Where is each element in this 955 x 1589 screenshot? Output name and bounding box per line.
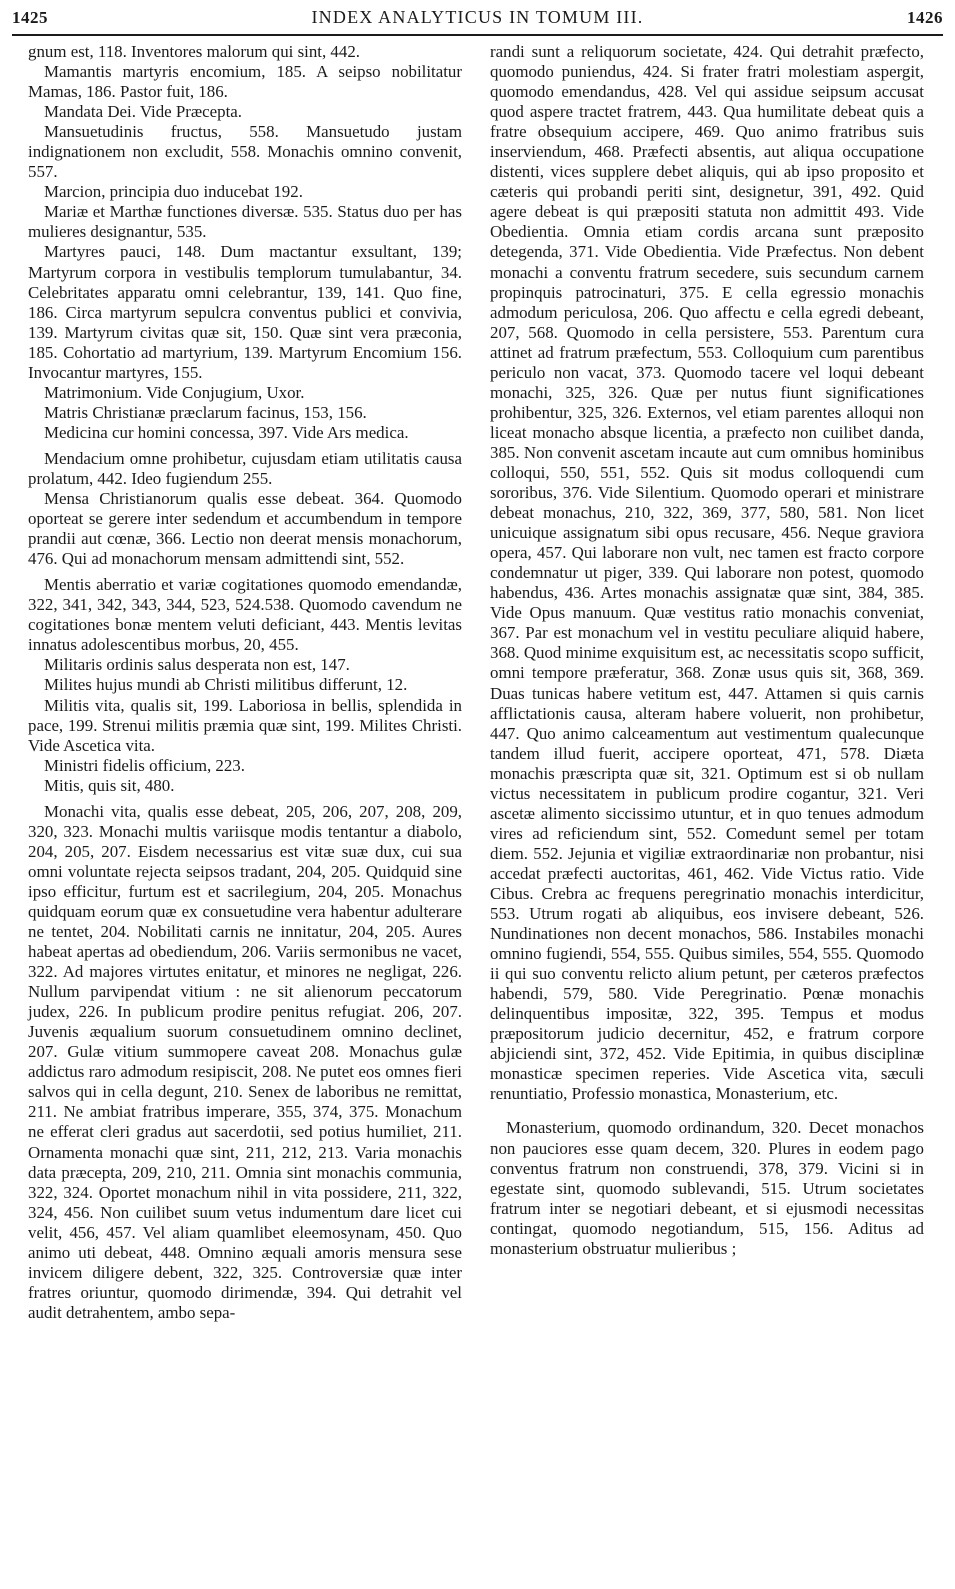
left-column bbox=[28, 42, 462, 1323]
right-column bbox=[490, 42, 924, 1259]
index-entry: Matrimonium. Vide Conjugium, Uxor. bbox=[44, 382, 305, 402]
running-title: INDEX ANALYTICUS IN TOMUM III. bbox=[311, 7, 644, 27]
index-entry: Mendacium omne prohibetur, cujusdam etiam utilitatis causa prolatum, 442. Ideo fugiendum 255. bbox=[28, 448, 462, 488]
index-entry: Mandata Dei. Vide Præcepta. bbox=[44, 102, 243, 122]
index-entry: Mensa Christianorum qualis esse debeat. 364. Quomodo oporteat se gerere inter sedendum et accumbendum in tempore prandii aut cœnæ, 366. Lectio non deerat mensis monachorum, 476. Qui ad monachorum mensam admittendi sint, 552. bbox=[28, 489, 462, 569]
index-entry: Mariæ et Marthæ functiones diversæ. 535. Status duo per has mulieres designantur, 535. bbox=[28, 202, 462, 242]
page-number-right: 1426 bbox=[906, 8, 943, 27]
index-entry: gnum est, 118. Inventores malorum qui sint, 442. bbox=[28, 42, 360, 61]
index-entry: Marcion, principia duo inducebat 192. bbox=[44, 182, 303, 202]
index-entry: Mitis, quis sit, 480. bbox=[44, 775, 175, 795]
index-entry: Mentis aberratio et variæ cogitationes quomodo emendandæ, 322, 341, 342, 343, 344, 523, 524.538. Quomodo cavendum ne cogitationes bonæ mentem veluti deficiant, 443. Mentis levitas innatus adolescentibus morbus, 20, 455. bbox=[28, 575, 462, 655]
page-number-left: 1425 bbox=[12, 8, 48, 27]
index-entry: Mamantis martyris encomium, 185. A seipso nobilitatur Mamas, 186. Pastor fuit, 186. bbox=[28, 62, 462, 102]
index-entry: Matris Christianæ præclarum facinus, 153, 156. bbox=[44, 402, 367, 422]
index-entry: Milites hujus mundi ab Christi militibus differunt, 12. bbox=[44, 675, 408, 695]
index-entry: Medicina cur homini concessa, 397. Vide Ars medica. bbox=[44, 422, 409, 442]
page-header bbox=[12, 2, 943, 36]
index-entry: Monasterium, quomodo ordinandum, 320. Decet monachos non pauciores esse quam decem, 320. Plures in eodem pago conventus fratrum non construendi, 378, 379. Vicini si in egestate sint, quomodo sublevandi, 515. Utrum societates fratrum inter se negotiari debeant, et si ejusmodi necessitas contingat, quomodo negotiandum, 515, 156. Aditus ad monasterium obstruatur mulieribus ; bbox=[490, 1118, 924, 1258]
index-entry: Mansuetudinis fructus, 558. Mansuetudo justam indignationem non excludit, 558. Monachis omnino convenit, 557. bbox=[28, 122, 462, 182]
index-entry: Militaris ordinis salus desperata non est, 147. bbox=[44, 655, 350, 675]
index-entry: Militis vita, qualis sit, 199. Laboriosa in bellis, splendida in pace, 199. Strenui militis præmia quæ sint, 199. Milites Christi. Vide Ascetica vita. bbox=[28, 695, 462, 755]
index-entry: Ministri fidelis officium, 223. bbox=[44, 755, 245, 775]
index-entry: Martyres pauci, 148. Dum mactantur exsultant, 139; Martyrum corpora in vestibulis templorum tumulabantur, 34. Celebritates apparatu omni celebrantur, 139, 141. Quo fine, 186. Circa martyrum sepulcra conventus publici et convivia, 139. Martyrum civitas quæ sit, 150. Quæ sint vera præconia, 185. Cohortatio ad martyrium, 139. Martyrum Encomium 156. Invocantur martyres, 155. bbox=[28, 242, 462, 382]
index-entry: Monachi vita, qualis esse debeat, 205, 206, 207, 208, 209, 320, 323. Monachi multis variisque modis tentantur a diabolo, 204, 205, 207. Eisdem necessarius est vitæ suæ dux, cui sua omni voluntate rejecta seipsos tradant, 204, 205. Quidquid sine ipso efficitur, furtum est et sacrilegium, 204, 205. Monachus quidquam eorum quæ ex consuetudine vera habentur adulterare ne tentet, 204. Nobilitati carnis ne innitatur, 204, 205. Aures habeat apertas ad obediendum, 206. Variis sermonibus ne vacet, 322. Ad majores virtutes enitatur, et minores ne negligat, 226. Nullum parvipendat vitium : ne sit alienorum peccatorum judex, 226. In publicum prodire penitus refugiat. 206, 207. Juvenis æqualium suorum consuetudinem omnino declinet, 207. Gulæ vitium summopere caveat 208. Monachus gulæ addictus raro admodum resipiscit, 208. Ne putet eos omnes fieri salvos qui in cella degunt, 210. Senex de laboribus ne remittat, 211. Ne ambiat fratribus imperare, 355, 374, 375. Monachum ne efferat cleri gradus aut sacerdotii, sed potius humiliet, 211. Ornamenta monachi quæ sint, 211, 212, 213. Varia monachis data præcepta, 209, 210, 211. Omnia sint monachis communia, 322, 324. Oportet monachum nihil in vita possidere, 211, 322, 324, 456. Non cuilibet suum vetus indumentum dare licet cui velit, 456, 457. Vel aliam quamlibet eleemosynam, 450. Quo animo uti debeat, 448. Omnino æquali amoris mensura sese invicem diligere debent, 322, 325. Controversiæ quæ inter fratres oriuntur, quomodo dirimendæ, 394. Qui detrahit vel audit detrahentem, ambo sepa- bbox=[28, 801, 462, 1322]
index-entry: randi sunt a reliquorum societate, 424. Qui detrahit præfecto, quomodo puniendus, 424. Si frater fratri molestiam aspergit, quomodo emendandus, 428. Vel qui assidue seipsum accusat quod aspere tractet fratrem, 443. Qua humilitate debeat quis a fratre obsequium accipere, 469. Quo animo fratribus suis inserviendum, 468. Præfecti absentis, aut aliqua occupatione distenti, vices supplere debet aliquis, qui ab ipso proposito et cæteris qui probandi periti sint, designetur, 391, 492. Quid agere debeat is qui præpositi statuta non admittit 493. Vide Obedientia. Omnia etiam cordis arcana sunt præposito detegenda, 371. Vide Obedientia. Vide Præfectus. Non debent monachi a conventu fratrum secedere, suis secundum carnem propinquis patrocinaturi, 375. E cella egressio monachis admodum periculosa, 206. Quo affectu e cella egredi debeant, 207, 568. Quomodo in cella persistere, 553. Parentum cura attinet ad fratrum præfectum, 553. Colloquium cum parentibus periculo non vacat, 373. Quomodo tacere vel loqui debeant monachi, 325, 326. Quæ per nutus fiunt significationes prohibentur, 325, 326. Externos, vel etiam parentes alloqui non liceat monacho absque licentia, a præfecto non cuilibet danda, 385. Non convenit ascetam incaute aut cum omnibus hominibus colloqui, 550, 551, 552. Quis sit modus colloquendi cum sororibus, 376. Vide Silentium. Quomodo operari et ministrare debeat monachus, 210, 322, 369, 377, 580, 581. Non licet unicuique assignatum sibi opus recusare, 456. Neque graviora opera, 457. Qui laborare non vult, nec tamen est fracto corpore condemnatur ut piger, 339. Qui laborare non potest, quomodo habendus, 436. Artes monachis assignatæ quæ sint, 384, 385. Vide Opus manuum. Quæ vestitus ratio monachis conveniat, 367. Par est monachum vel in vestitu peculiare aliquid habere, 368. Quod minime exquisitum est, ac necessitatis scopo sufficit, omni tempore præferatur, 368. Zonæ usus quis sit, 368, 369. Duas tunicas habere vetitum est, 447. Attamen si quis carnis afflictationis causa, alteram habere voluerit, non prohibetur, 447. Quo animo calceamentum aut vestimentum qualecunque tandem illud fuerit, accipere oporteat, 471, 578. Diæta monachis præscripta quæ sit, 321. Optimum est si ob nullam victus necessitatem in publicum prodire cogantur, 321. Veri ascetæ alimento siccissimo utuntur, et in quo tenues admodum vires ad reficiendum sint, 552. Comedunt semel per totam diem. 552. Jejunia et vigiliæ extraordinariæ non probantur, nisi accedat præfecti auctoritas, 461, 462. Vide Victus ratio. Vide Cibus. Crebra ac frequens peregrinatio monachis interdicitur, 553. Utrum rogati ab aliquibus, eos invisere debeant, 526. Nundinationes non decent monachos, 586. Instabiles monachi omnino fugiendi, 554, 555. Quibus similes, 554, 555. Quomodo ii qui suo conventu relicto alium petunt, per cæteros præfectos habendi, 579, 580. Vide Peregrinatio. Pœnæ monachis delinquentibus impositæ, 322, 395. Tempus et modus præpositorum judicio decernitur, 452, e fratrum corpore abjiciendi sint, 372, 452. Vide Epitimia, in quibus disciplinæ monasticæ specimen reperies. Vide Ascetica vita, sæculi renuntiatio, Professio monastica, Monasterium, etc. bbox=[490, 42, 924, 1104]
